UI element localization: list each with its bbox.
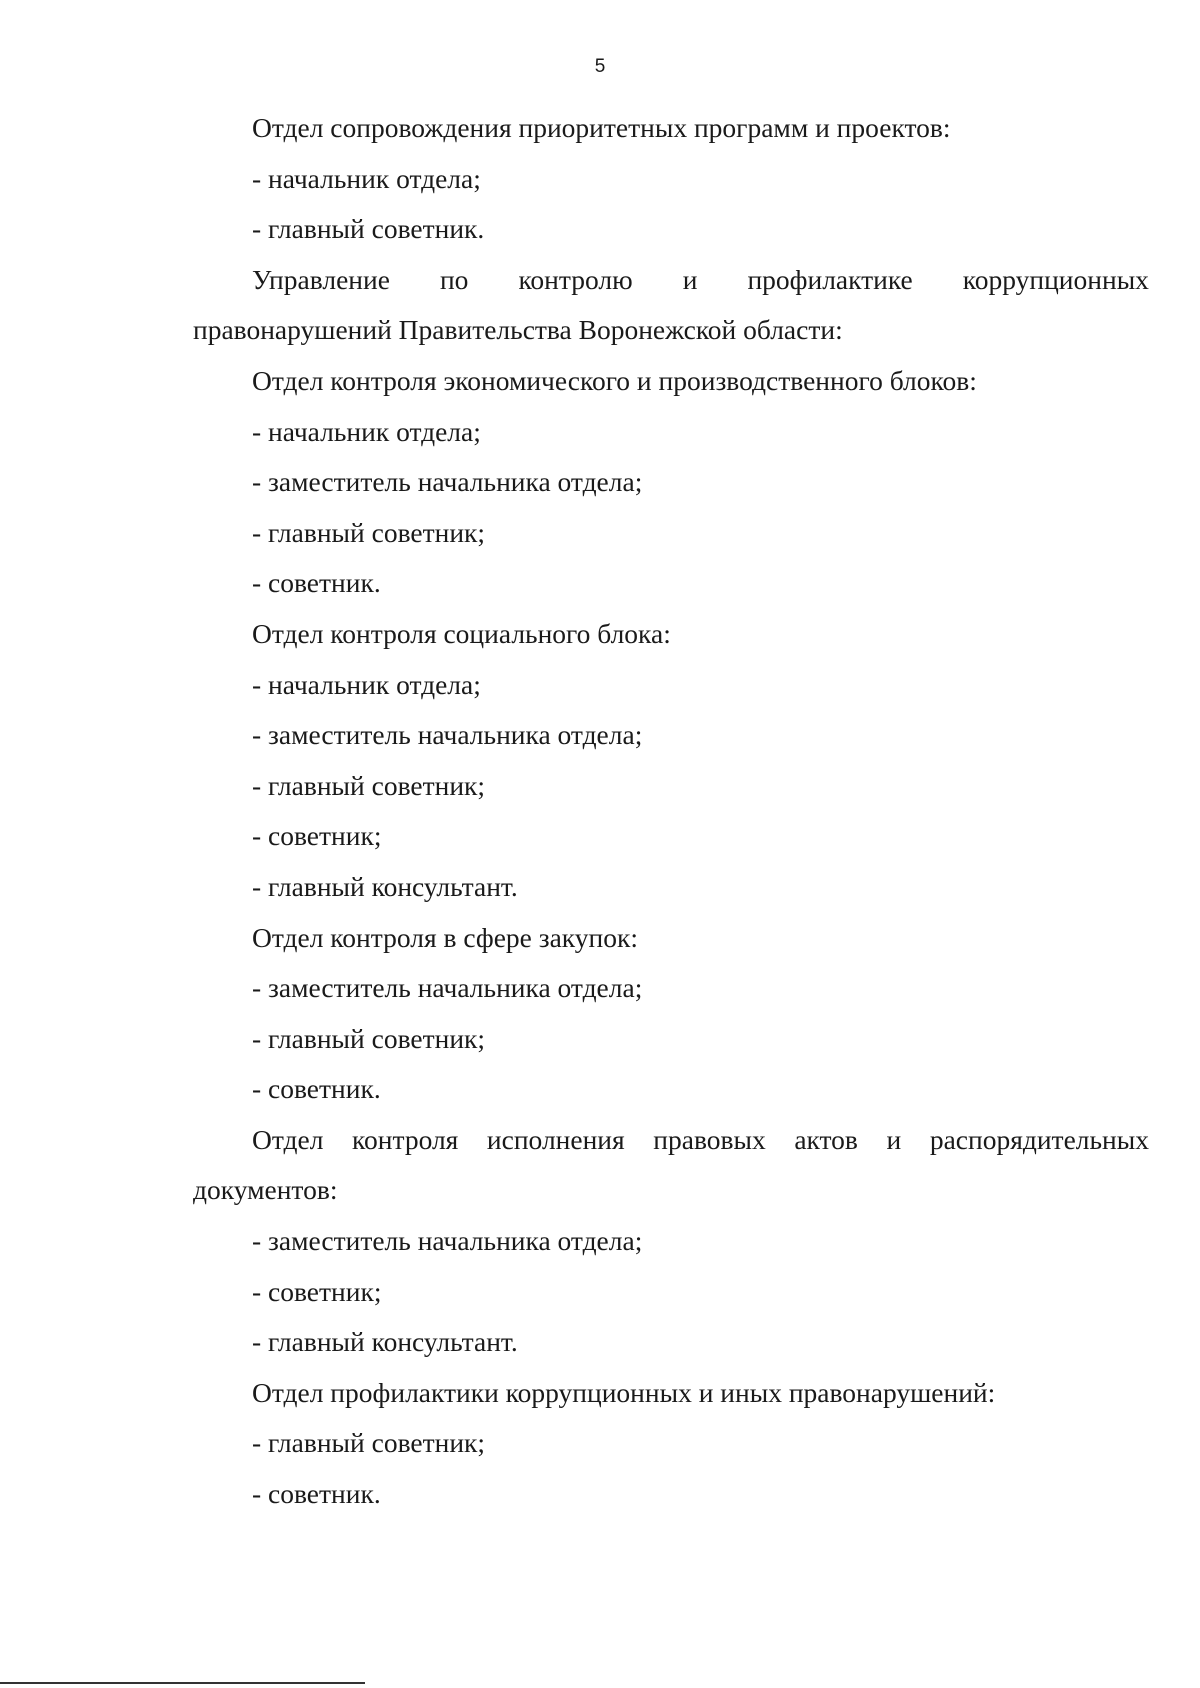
position-item: - заместитель начальника отдела; [252,719,643,751]
position-item: - заместитель начальника отдела; [252,466,643,498]
heading-word: и [886,1123,902,1155]
position-item: - главный консультант. [252,1326,518,1358]
position-item: - советник; [252,1275,382,1307]
position-item: - заместитель начальника отдела; [252,1225,643,1257]
heading-word: Отдел [252,1123,324,1155]
document-body [193,103,1149,1520]
heading-word: актов [794,1123,858,1155]
heading-word: Управление [252,263,390,295]
position-item: - главный консультант. [252,870,518,902]
position-item: - начальник отдела; [252,415,481,447]
page-number: 5 [594,56,606,77]
department-heading: Отдел контроля социального блока: [252,617,671,649]
heading-word: контролю [518,263,633,295]
position-item: - главный советник; [252,516,486,548]
position-item: - советник. [252,1073,381,1105]
department-heading-continuation: документов: [193,1174,338,1206]
position-item: - главный советник; [252,769,486,801]
department-heading: Отдел сопровождения приоритетных программ и проектов: [252,112,951,143]
position-item: - заместитель начальника отдела; [252,972,643,1004]
department-heading [193,1115,1149,1166]
heading-word: коррупционных [962,263,1149,295]
footer-rule [0,1682,365,1684]
position-item: - советник. [252,567,381,599]
heading-word: распорядительных [929,1123,1149,1155]
heading-word: по [439,263,469,295]
position-item: - начальник отдела; [252,162,481,194]
heading-word: профилактике [747,263,913,295]
position-item: - главный советник; [252,1022,486,1054]
department-heading: Отдел контроля в сфере закупок: [252,921,638,953]
department-heading: Отдел контроля экономического и производственного блоков: [252,364,977,396]
directorate-heading-continuation: правонарушений Правительства Воронежской области: [193,314,843,346]
department-heading: Отдел профилактики коррупционных и иных правонарушений: [252,1376,996,1408]
heading-word: правовых [653,1123,766,1155]
heading-word: и [682,263,698,295]
directorate-heading [193,255,1149,306]
position-item: - начальник отдела; [252,668,481,700]
position-item: - советник; [252,820,382,852]
position-item: - главный советник; [252,1427,486,1459]
heading-word: исполнения [486,1123,625,1155]
heading-word: контроля [352,1123,459,1155]
position-item: - советник. [252,1478,381,1510]
position-item: - главный советник. [252,213,485,245]
